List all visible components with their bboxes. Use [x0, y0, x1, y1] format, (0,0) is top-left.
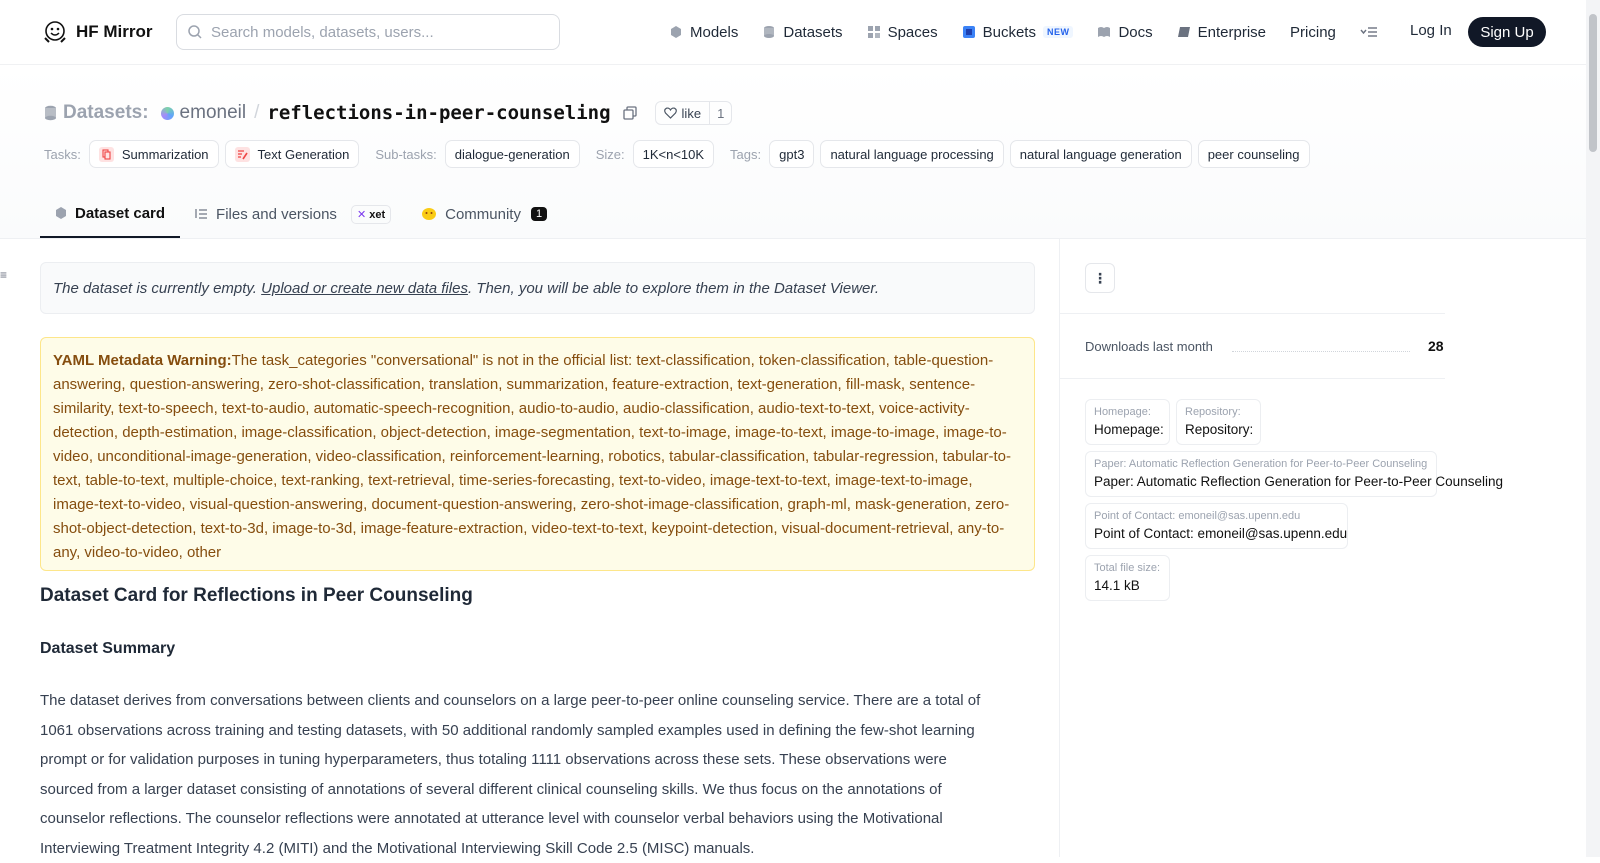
- owner-avatar: [161, 107, 174, 120]
- paper-value: Paper: Automatic Reflection Generation for Peer-to-Peer Counseling: [1094, 474, 1503, 489]
- like-button[interactable]: [655, 101, 733, 125]
- subtasks-label: Sub-tasks:: [375, 146, 437, 162]
- summary-paragraph: The dataset derives from conversations between clients and counselors on a large peer-to-peer online counseling service. There are a total of 1061 observations across training and testing datasets, with 50 additional randomly sampled examples used in defining the few-shot learning prompt or for validation purposes in tuning hyperparameters, thus totaling 1111 observations across these sets. These observations were sourced from a larger dataset consisting of annotations of several different clinical counseling skills. We thus focus on the annotations of counselor reflections. The counselor reflections were annotated at utterance level with counselor verbal behaviors using the Motivational Interviewing Treatment Integrity 4.2 (MITI) and the Motivational Interviewing Skill Code 2.5 (MISC) manuals.: [40, 692, 981, 857]
- xet-icon: ✕: [356, 208, 367, 221]
- task-label: Summarization: [121, 146, 209, 162]
- subtask-chip[interactable]: [445, 140, 580, 168]
- upload-link[interactable]: Upload or create new data files: [261, 279, 468, 297]
- summary-heading: Dataset Summary: [40, 640, 176, 657]
- downloads-count: 28: [1428, 338, 1444, 354]
- tag-row: [44, 140, 1316, 168]
- top-navbar: [0, 0, 1586, 65]
- repo-name[interactable]: reflections-in-peer-counseling: [267, 102, 611, 124]
- spaces-icon: [867, 25, 881, 39]
- docs-icon: [1097, 25, 1111, 39]
- tab-label: Dataset card: [75, 204, 166, 222]
- tasks-label: Tasks:: [44, 146, 81, 162]
- size-value: 1K<n<10K: [642, 146, 705, 162]
- nav-more-menu[interactable]: [1360, 25, 1378, 39]
- column-divider: [1059, 239, 1060, 857]
- divider: [1060, 378, 1445, 379]
- downloads-label: Downloads last month: [1085, 339, 1213, 354]
- datasets-icon: [762, 25, 776, 39]
- tab-label: Community: [445, 205, 521, 223]
- downloads-sparkline: [1232, 351, 1410, 352]
- nav-pricing[interactable]: [1290, 24, 1336, 41]
- tab-files-and-versions[interactable]: [180, 190, 406, 238]
- homepage-label: Homepage:: [1094, 406, 1151, 418]
- notice-text-before: The dataset is currently empty.: [53, 279, 257, 297]
- brand-name: HF Mirror: [76, 22, 153, 41]
- contact-value: Point of Contact: emoneil@sas.upenn.edu: [1094, 526, 1348, 541]
- search-placeholder: Search models, datasets, users...: [211, 23, 434, 41]
- tag-chip[interactable]: [820, 140, 1003, 168]
- nav-enterprise[interactable]: [1177, 24, 1266, 41]
- homepage-value: Homepage:: [1094, 422, 1164, 437]
- tab-label: Files and versions: [216, 205, 337, 223]
- nav-datasets[interactable]: [762, 24, 842, 41]
- nav-models[interactable]: [669, 24, 738, 41]
- repo-header: [0, 65, 1586, 239]
- scrollbar-thumb[interactable]: [1589, 14, 1597, 152]
- repository-value: Repository:: [1185, 422, 1254, 437]
- nav-buckets-label: Buckets: [982, 23, 1036, 41]
- buckets-icon: [962, 25, 976, 39]
- tag-chip[interactable]: [769, 140, 814, 168]
- xet-badge: [351, 205, 391, 224]
- nav-pricing-label: Pricing: [1290, 23, 1336, 41]
- contact-field[interactable]: [1085, 503, 1348, 549]
- hf-logo-icon: [42, 19, 68, 45]
- new-badge: NEW: [1043, 26, 1074, 38]
- filesize-value: 14.1 kB: [1094, 578, 1140, 593]
- dataset-card-icon: [55, 207, 67, 219]
- section-label: Datasets:: [63, 102, 149, 123]
- nav-datasets-label: Datasets: [783, 23, 843, 41]
- card-title: Dataset Card for Reflections in Peer Counseling: [40, 585, 473, 606]
- repo-tabs: [40, 190, 562, 240]
- signup-button[interactable]: Sign Up: [1468, 17, 1546, 47]
- tag-chip[interactable]: [1198, 140, 1310, 168]
- nav-models-label: Models: [690, 23, 739, 41]
- tags-label: Tags:: [730, 146, 762, 162]
- size-label: Size:: [595, 146, 625, 162]
- nav-spaces-label: Spaces: [887, 23, 938, 41]
- repository-field[interactable]: [1176, 399, 1261, 445]
- filesize-label: Total file size:: [1094, 562, 1161, 574]
- search-input[interactable]: [176, 14, 560, 50]
- more-menu-icon: [1360, 25, 1378, 39]
- repository-label: Repository:: [1185, 406, 1241, 418]
- nav-enterprise-label: Enterprise: [1197, 23, 1267, 41]
- like-label: like: [681, 105, 702, 121]
- like-count[interactable]: 1: [709, 102, 731, 124]
- contact-label: Point of Contact: emoneil@sas.upenn.edu: [1094, 510, 1301, 522]
- filesize-field: [1085, 555, 1170, 601]
- task-summarization[interactable]: [89, 140, 219, 168]
- models-icon: [669, 25, 683, 39]
- dataset-icon: [44, 105, 57, 121]
- homepage-field[interactable]: [1085, 399, 1170, 445]
- empty-dataset-notice: [40, 262, 1035, 314]
- copy-icon[interactable]: [623, 106, 637, 120]
- tag-label: natural language processing: [830, 146, 994, 162]
- paper-field[interactable]: [1085, 451, 1503, 497]
- size-chip[interactable]: [633, 140, 714, 168]
- nav-docs[interactable]: [1097, 24, 1152, 41]
- toc-toggle-icon[interactable]: ≡: [0, 268, 8, 282]
- nav-buckets[interactable]: [962, 24, 1074, 41]
- subtask-label: dialogue-generation: [454, 146, 570, 162]
- notice-text-after: . Then, you will be able to explore them in the Dataset Viewer.: [467, 279, 880, 297]
- paper-label: Paper: Automatic Reflection Generation for Peer-to-Peer Counseling: [1094, 458, 1428, 470]
- nav-spaces[interactable]: [867, 24, 938, 41]
- owner-link[interactable]: emoneil: [179, 102, 247, 123]
- tag-chip[interactable]: [1010, 140, 1192, 168]
- login-link[interactable]: Log In: [1410, 22, 1452, 39]
- tag-label: natural language generation: [1019, 146, 1182, 162]
- task-text-generation[interactable]: [225, 140, 360, 168]
- search-icon: [187, 24, 203, 40]
- tag-label: gpt3: [779, 146, 805, 162]
- tag-label: peer counseling: [1207, 146, 1300, 162]
- community-count: 1: [531, 207, 547, 221]
- community-icon: [421, 207, 437, 221]
- divider: [1060, 313, 1445, 314]
- files-icon: [195, 208, 208, 220]
- options-menu-button[interactable]: ⋮: [1085, 263, 1115, 293]
- brand-logo[interactable]: [42, 19, 153, 45]
- task-label: Text Generation: [257, 146, 350, 162]
- main-nav: [669, 18, 1402, 46]
- yaml-metadata-warning: [40, 337, 1035, 571]
- heart-icon: [664, 107, 677, 119]
- nav-docs-label: Docs: [1118, 23, 1153, 41]
- tab-dataset-card[interactable]: [40, 190, 180, 238]
- warning-body: The task_categories "conversational" is not in the official list: text-classification, token-classification, table-question-answering, question-answering, zero-shot-classification, translation, summarization, feature-extraction, text-generation, fill-mask, sentence-similarity, text-to-speech, text-to-audio, automatic-speech-recognition, audio-to-audio, audio-classification, audio-text-to-text, voice-activity-detection, depth-estimation, image-classification, object-detection, image-segmentation, text-to-image, image-to-text, image-to-image, image-to-video, unconditional-image-generation, video-classification, reinforcement-learning, robotics, tabular-classification, tabular-regression, tabular-to-text, table-to-text, multiple-choice, text-ranking, text-retrieval, time-series-forecasting, text-to-video, image-text-to-text, image-text-to-image, image-text-to-video, visual-question-answering, document-question-answering, zero-shot-image-classification, graph-ml, mask-generation, zero-shot-object-detection, text-to-3d, image-to-3d, image-feature-extraction, video-text-to-text, keypoint-detection, visual-document-retrieval, any-to-any, video-to-video, other: [53, 352, 1011, 561]
- enterprise-icon: [1177, 25, 1191, 39]
- tab-community[interactable]: [406, 190, 562, 238]
- xet-label: xet: [369, 208, 386, 221]
- warning-title: YAML Metadata Warning:: [53, 352, 232, 369]
- path-separator: /: [254, 102, 260, 123]
- page-scrollbar[interactable]: [1586, 0, 1600, 857]
- summarization-icon: [99, 147, 114, 162]
- text-generation-icon: [235, 147, 250, 162]
- repo-title: [44, 101, 732, 125]
